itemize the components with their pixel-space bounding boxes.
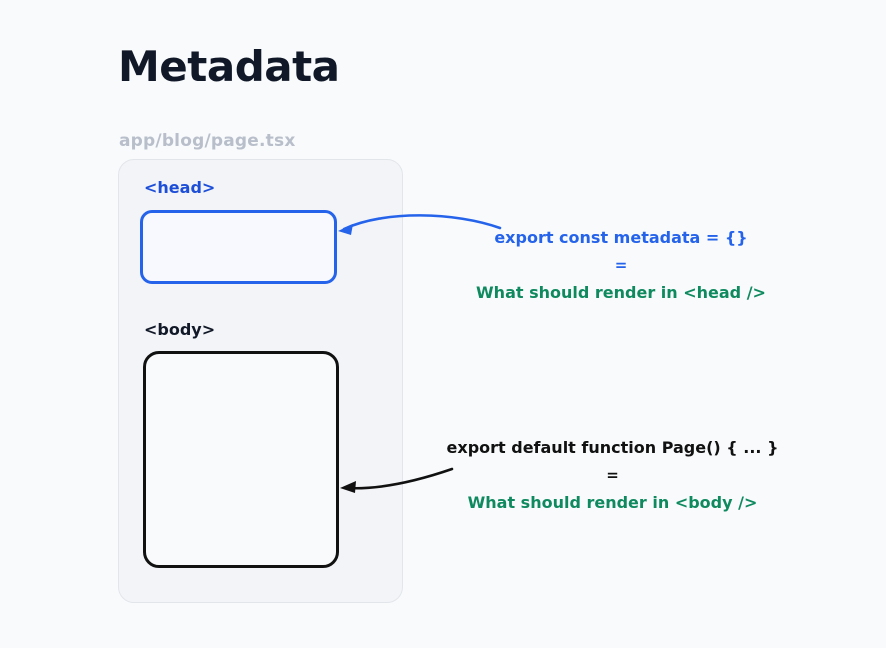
head-region-box — [140, 210, 337, 284]
page-title: Metadata — [118, 42, 340, 91]
head-annotation-description: What should render in <head /> — [476, 283, 766, 302]
head-annotation-code: export const metadata = {} — [494, 228, 748, 247]
body-annotation-equals: = — [606, 466, 619, 484]
body-annotation — [440, 438, 785, 512]
body-region-box — [143, 351, 339, 568]
body-tag-label: <body> — [144, 320, 216, 339]
head-annotation-equals: = — [614, 256, 628, 274]
body-annotation-description: What should render in <body /> — [467, 493, 758, 512]
head-tag-label: <head> — [144, 178, 216, 197]
body-annotation-code: export default function Page() { ... } — [446, 438, 779, 457]
head-annotation — [456, 228, 786, 302]
file-path-label: app/blog/page.tsx — [119, 131, 296, 151]
